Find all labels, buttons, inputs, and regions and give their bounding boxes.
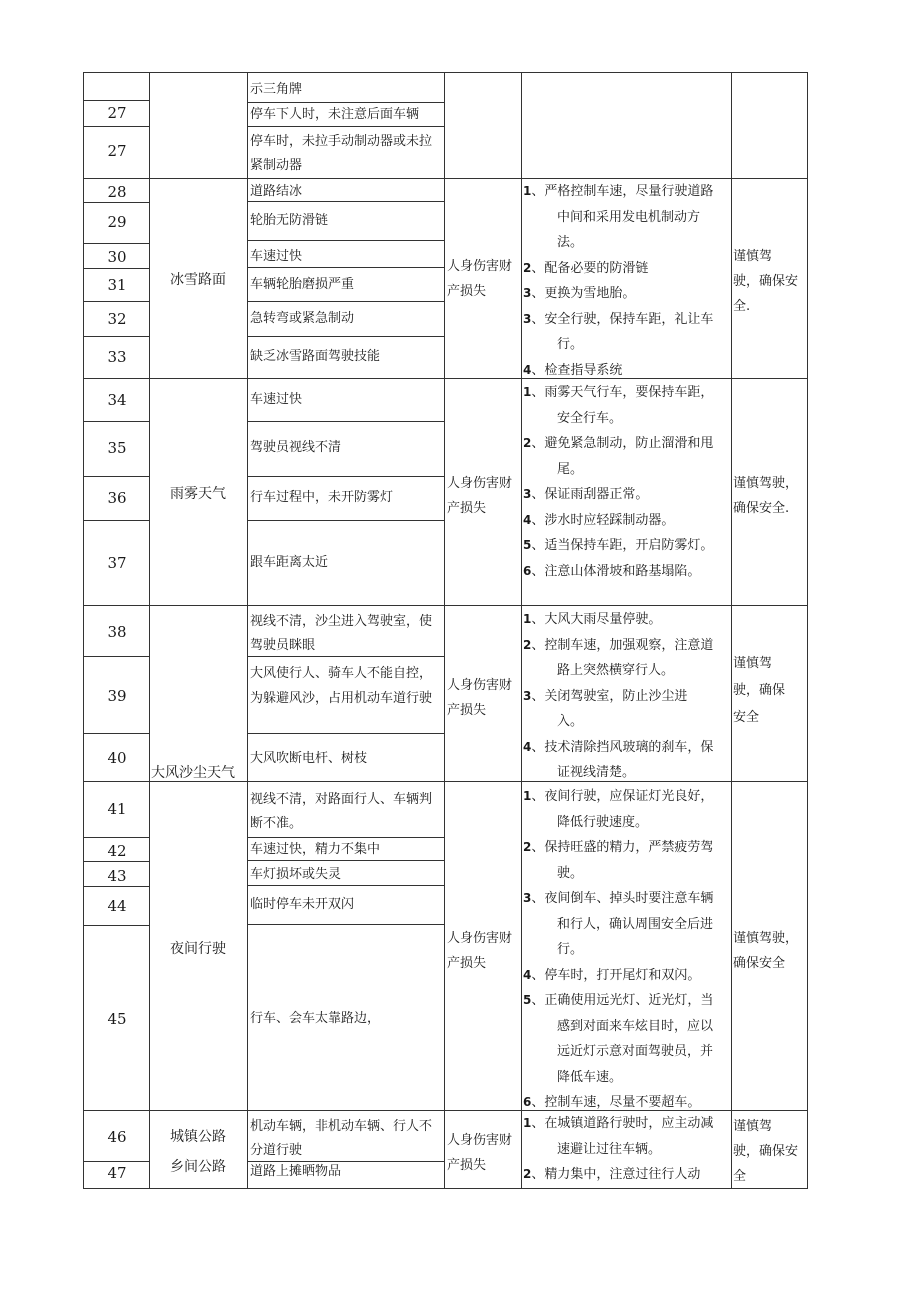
- row-divider: [83, 656, 149, 657]
- hazard-text: 跟车距离太近: [250, 555, 329, 570]
- row-number: 29: [107, 213, 127, 231]
- measure-text: 行。: [557, 942, 584, 957]
- hazard-text: 车灯损坏或失灵: [250, 867, 342, 882]
- hazard-text: 停车下人时，未注意后面车辆: [250, 107, 420, 122]
- section-name: 乡间公路: [170, 1159, 226, 1175]
- measure-number: 2: [523, 637, 532, 652]
- measure-line: [557, 658, 674, 684]
- measure-line: [523, 988, 713, 1014]
- measure-text: 、控制车速，加强观察，注意道: [531, 637, 714, 653]
- row-number: 27: [107, 142, 127, 160]
- measure-text: 、大风大雨尽量停驶。: [531, 612, 662, 627]
- measure-line: [523, 533, 713, 559]
- row-number: 34: [107, 391, 127, 409]
- risk-text: 人身伤害财: [447, 259, 513, 274]
- result-text: 谨慎驾驶，: [733, 931, 799, 946]
- measure-number: 3: [523, 311, 532, 326]
- row-divider: [247, 126, 444, 127]
- measure-line: [523, 784, 713, 810]
- row-number: 39: [107, 687, 127, 705]
- row-divider: [83, 925, 149, 926]
- measure-line: [523, 431, 713, 457]
- row-divider: [247, 421, 444, 422]
- row-number: 33: [107, 348, 127, 366]
- hazard-text: 道路结冰: [250, 184, 303, 199]
- measure-text: 、检查指导系统: [531, 362, 623, 378]
- result-text: 确保安全.: [733, 501, 790, 516]
- row-number: 42: [107, 842, 127, 860]
- measure-text: 、正确使用远光灯、近光灯，当: [531, 993, 714, 1008]
- hazard-text: 行车、会车太靠路边，: [250, 1011, 381, 1026]
- hazard-text: 车速过快: [250, 249, 303, 264]
- row-number: 46: [107, 1128, 127, 1146]
- column-divider: [444, 72, 445, 1189]
- measure-number: 2: [523, 260, 532, 275]
- measure-line: [557, 1137, 661, 1163]
- measure-text: 和行人，确认周围安全后进: [557, 916, 714, 932]
- measure-text: 、精力集中，注意过往行人动: [531, 1167, 701, 1182]
- row-divider: [83, 837, 149, 838]
- measure-text: 证视线清楚。: [557, 765, 636, 780]
- row-divider: [83, 520, 149, 521]
- row-divider: [247, 520, 444, 521]
- measure-text: 降低车速。: [557, 1069, 623, 1085]
- risk-text: 产损失: [447, 501, 487, 516]
- measure-line: [557, 1014, 713, 1040]
- measure-line: [557, 912, 713, 938]
- measure-text: 、更换为雪地胎。: [531, 286, 636, 301]
- measure-text: 驶。: [557, 865, 584, 881]
- risk-text: 产损失: [447, 703, 487, 718]
- measure-text: 、技术清除挡风玻璃的刹车，保: [531, 739, 714, 755]
- hazard-text: 车速过快，精力不集中: [250, 842, 381, 857]
- hazard-text: 大风吹断电杆、树枝: [250, 751, 368, 766]
- measure-line: [523, 179, 713, 205]
- measure-number: 1: [523, 612, 532, 626]
- measure-number: 2: [523, 840, 532, 854]
- measure-line: [523, 380, 713, 406]
- hazard-text: 紧制动器: [250, 158, 303, 173]
- measure-line: [557, 760, 635, 786]
- row-number: 40: [107, 749, 127, 767]
- result-text: 全.: [733, 299, 751, 314]
- measure-line: [557, 1039, 713, 1065]
- result-text: 谨慎驾: [733, 656, 773, 671]
- column-divider: [731, 72, 732, 1189]
- hazard-text: 示三角牌: [250, 82, 303, 97]
- hazard-text: 驾驶员视线不清: [250, 440, 342, 455]
- hazard-text: 为躲避风沙，占用机动车道行驶: [250, 691, 433, 706]
- measure-text: 法。: [557, 235, 584, 250]
- measure-number: 3: [523, 286, 532, 300]
- measure-line: [557, 810, 648, 836]
- row-number: 44: [107, 897, 127, 915]
- measure-number: 1: [523, 385, 532, 399]
- measure-line: [523, 482, 648, 508]
- row-number: 38: [107, 623, 127, 641]
- measure-line: [523, 963, 700, 989]
- measure-number: 1: [523, 184, 532, 198]
- measure-number: 2: [523, 1167, 532, 1181]
- hazard-text: 视线不清，沙尘进入驾驶室，使: [250, 614, 433, 629]
- section-divider: [83, 605, 808, 606]
- measure-number: 6: [523, 563, 532, 578]
- measure-number: 3: [523, 487, 532, 501]
- row-number: 47: [107, 1164, 127, 1182]
- row-divider: [83, 476, 149, 477]
- row-number: 32: [107, 310, 127, 328]
- result-text: 谨慎驾: [733, 1119, 773, 1134]
- measure-line: [523, 559, 700, 585]
- row-number: 28: [107, 183, 127, 201]
- row-divider: [83, 421, 149, 422]
- section-divider: [83, 378, 808, 379]
- row-divider: [83, 126, 149, 127]
- measure-number: 5: [523, 538, 532, 552]
- result-text: 全: [733, 1169, 747, 1184]
- measure-text: 、注意山体滑坡和路基塌陷。: [531, 563, 701, 579]
- row-divider: [83, 336, 149, 337]
- result-text: 安全: [733, 710, 760, 725]
- row-number: 43: [107, 867, 127, 885]
- table-border-top: [83, 72, 808, 73]
- measure-number: 4: [523, 967, 532, 982]
- measure-line: [523, 508, 674, 534]
- hazard-text: 视线不清，对路面行人、车辆判: [250, 792, 433, 807]
- hazard-text: 驾驶员眯眼: [250, 638, 316, 653]
- row-divider: [247, 733, 444, 734]
- measure-text: 远近灯示意对面驾驶员，并: [557, 1044, 714, 1059]
- row-divider: [247, 336, 444, 337]
- measure-line: [523, 307, 713, 333]
- measure-line: [557, 1065, 622, 1091]
- measure-number: 4: [523, 362, 532, 377]
- row-number: 36: [107, 489, 127, 507]
- measure-line: [523, 633, 713, 659]
- measure-text: 、在城镇道路行驶时，应主动减: [531, 1116, 714, 1131]
- result-text: 谨慎驾: [733, 249, 773, 264]
- risk-text: 人身伤害财: [447, 931, 513, 946]
- measure-line: [557, 205, 700, 231]
- measure-line: [557, 332, 583, 358]
- risk-text: 产损失: [447, 956, 487, 971]
- row-number: 31: [107, 276, 127, 294]
- row-number: 45: [107, 1010, 127, 1028]
- measure-line: [557, 406, 622, 432]
- row-divider: [83, 1161, 149, 1162]
- row-divider: [247, 924, 444, 925]
- measure-text: 、保持旺盛的精力，严禁疲劳驾: [531, 840, 714, 855]
- table-border-right: [807, 72, 808, 1189]
- measure-text: 入。: [557, 714, 584, 729]
- measure-text: 路上突然横穿行人。: [557, 663, 675, 678]
- measure-text: 尾。: [557, 461, 584, 477]
- measure-number: 1: [523, 1116, 532, 1130]
- measure-line: [523, 835, 713, 861]
- measure-line: [523, 607, 661, 633]
- measure-number: 5: [523, 993, 532, 1007]
- row-number: 37: [107, 554, 127, 572]
- measure-line: [523, 1111, 713, 1137]
- measure-text: 、配备必要的防滑链: [531, 260, 649, 276]
- column-divider: [521, 72, 522, 1189]
- row-divider: [247, 476, 444, 477]
- measure-line: [557, 709, 583, 735]
- measure-text: 行。: [557, 337, 584, 352]
- measure-text: 、控制车速，尽量不要超车。: [531, 1095, 701, 1110]
- section-name: 冰雪路面: [170, 272, 226, 288]
- hazard-text: 行车过程中，未开防雾灯: [250, 490, 394, 505]
- measure-line: [523, 735, 713, 761]
- row-number: 35: [107, 439, 127, 457]
- measure-number: 4: [523, 512, 532, 527]
- measure-text: 、保证雨刮器正常。: [531, 487, 649, 502]
- result-text: 确保安全: [733, 956, 786, 971]
- measure-text: 感到对面来车炫目时，应以: [557, 1018, 714, 1034]
- row-divider: [83, 243, 149, 244]
- row-divider: [83, 301, 149, 302]
- hazard-text: 断不准。: [250, 816, 303, 831]
- measure-number: 2: [523, 436, 532, 450]
- measure-line: [557, 457, 583, 483]
- hazard-text: 大风使行人、骑车人不能自控，: [250, 666, 433, 681]
- section-name: 大风沙尘天气: [151, 765, 235, 781]
- row-divider: [83, 886, 149, 887]
- hazard-text: 缺乏冰雪路面驾驶技能: [250, 349, 381, 364]
- measure-text: 、避免紧急制动，防止溜滑和甩: [531, 436, 714, 451]
- row-divider: [83, 733, 149, 734]
- result-text: 驶，确保安: [733, 1144, 799, 1159]
- section-name: 雨雾天气: [170, 486, 226, 502]
- section-name: 城镇公路: [170, 1129, 226, 1145]
- row-divider: [83, 202, 149, 203]
- measure-line: [557, 937, 583, 963]
- measure-number: 4: [523, 739, 532, 754]
- measure-text: 速避让过往车辆。: [557, 1141, 662, 1157]
- section-name: 夜间行驶: [170, 941, 226, 957]
- row-number: 27: [107, 104, 127, 122]
- risk-text: 产损失: [447, 284, 487, 299]
- hazard-text: 临时停车未开双闪: [250, 897, 355, 912]
- risk-text: 人身伤害财: [447, 1133, 513, 1148]
- measure-line: [523, 684, 687, 710]
- measure-line: [523, 886, 713, 912]
- measure-text: 安全行车。: [557, 410, 623, 426]
- measure-number: 3: [523, 891, 532, 905]
- measure-text: 、适当保持车距，开启防雾灯。: [531, 538, 714, 553]
- measure-text: 、雨雾天气行车，要保持车距，: [531, 385, 714, 400]
- measure-text: 中间和采用发电机制动方: [557, 209, 701, 225]
- measure-line: [523, 1162, 700, 1188]
- result-text: 驶，确保: [733, 683, 786, 698]
- hazard-text: 车辆轮胎磨损严重: [250, 277, 355, 292]
- measure-number: 6: [523, 1095, 532, 1109]
- measure-text: 降低行驶速度。: [557, 814, 649, 830]
- measure-text: 、安全行驶，保持车距，礼让车: [531, 311, 714, 327]
- measure-line: [557, 861, 583, 887]
- row-number: 41: [107, 800, 127, 818]
- measure-text: 、关闭驾驶室，防止沙尘进: [531, 688, 688, 704]
- measure-text: 、停车时，打开尾灯和双闪。: [531, 967, 701, 983]
- hazard-text: 停车时，未拉手动制动器或未拉: [250, 134, 433, 149]
- hazard-text: 道路上摊晒物品: [250, 1164, 342, 1179]
- measure-line: [557, 230, 583, 256]
- hazard-text: 急转弯或紧急制动: [250, 311, 355, 326]
- measure-line: [523, 281, 635, 307]
- measure-number: 1: [523, 789, 532, 803]
- risk-text: 人身伤害财: [447, 678, 513, 693]
- hazard-text: 车速过快: [250, 392, 303, 407]
- row-divider: [247, 301, 444, 302]
- measure-line: [523, 256, 648, 282]
- measure-number: 3: [523, 688, 532, 703]
- measure-text: 、严格控制车速，尽量行驶道路: [531, 184, 714, 199]
- result-text: 谨慎驾驶，: [733, 476, 799, 491]
- hazard-text: 分道行驶: [250, 1143, 303, 1158]
- measure-text: 、夜间倒车、掉头时要注意车辆: [531, 891, 714, 906]
- table-border-bottom: [83, 1188, 808, 1189]
- risk-text: 人身伤害财: [447, 476, 513, 491]
- row-divider: [83, 268, 149, 269]
- hazard-text: 轮胎无防滑链: [250, 213, 329, 228]
- measure-text: 、夜间行驶，应保证灯光良好，: [531, 789, 714, 804]
- hazard-text: 机动车辆，非机动车辆、行人不: [250, 1119, 433, 1134]
- row-divider: [247, 240, 444, 241]
- result-text: 驶，确保安: [733, 274, 799, 289]
- row-number: 30: [107, 248, 127, 266]
- row-divider: [83, 861, 149, 862]
- measure-text: 、涉水时应轻踩制动器。: [531, 512, 675, 528]
- row-divider: [83, 100, 149, 101]
- risk-text: 产损失: [447, 1158, 487, 1173]
